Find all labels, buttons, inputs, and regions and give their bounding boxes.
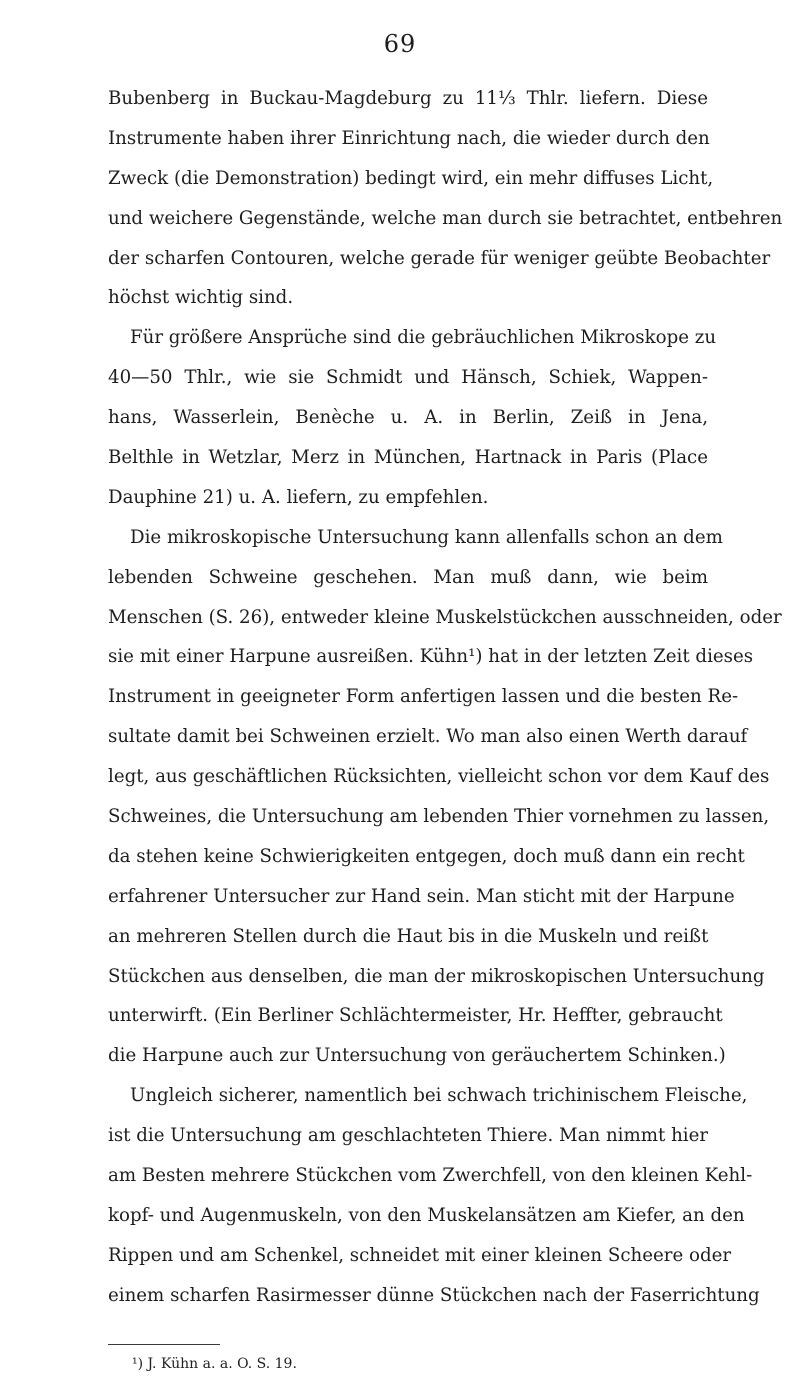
text-line: die Harpune auch zur Untersuchung von geräuchertem Schinken.): [108, 1045, 726, 1067]
text-line: sie mit einer Harpune ausreißen. Kühn¹) hat in der letzten Zeit dieses: [108, 646, 754, 668]
footnote: ¹) J. Kühn a. a. O. S. 19.: [132, 1356, 297, 1372]
text-line: Instrument in geeigneter Form anfertigen lassen und die besten Re-: [108, 686, 739, 708]
text-line: lebenden Schweine geschehen. Man muß dann, wie beim: [108, 566, 708, 588]
body-text: [108, 79, 783, 1316]
text-line: Rippen und am Schenkel, schneidet mit einer kleinen Scheere oder: [108, 1244, 732, 1266]
text-line: 40—50 Thlr., wie sie Schmidt und Hänsch, Schiek, Wappen-: [108, 367, 708, 389]
text-line: Instrumente haben ihrer Einrichtung nach, die wieder durch den: [108, 127, 710, 149]
paragraph-start-line: Für größere Ansprüche sind die gebräuchlichen Mikroskope zu: [130, 327, 717, 349]
text-line: Belthle in Wetzlar, Merz in München, Hartnack in Paris (Place: [108, 447, 708, 469]
text-line: der scharfen Contouren, welche gerade für weniger geübte Beobachter: [108, 247, 771, 269]
text-line: sultate damit bei Schweinen erzielt. Wo man also einen Werth darauf: [108, 726, 748, 748]
text-line: höchst wichtig sind.: [108, 287, 294, 309]
text-line: Stückchen aus denselben, die man der mikroskopischen Untersuchung: [108, 965, 765, 987]
text-line: Zweck (die Demonstration) bedingt wird, ein mehr diffuses Licht,: [108, 167, 714, 189]
text-line: Menschen (S. 26), entweder kleine Muskelstückchen ausschneiden, oder: [108, 606, 782, 628]
paragraph-start-line: Ungleich sicherer, namentlich bei schwach trichinischem Fleische,: [130, 1085, 748, 1107]
page-number: 69: [383, 30, 417, 58]
text-line: kopf- und Augenmuskeln, von den Muskelansätzen am Kiefer, an den: [108, 1204, 745, 1226]
text-line: an mehreren Stellen durch die Haut bis in die Muskeln und reißt: [108, 925, 709, 947]
text-line: da stehen keine Schwierigkeiten entgegen, doch muß dann ein recht: [108, 845, 745, 867]
text-line: unterwirft. (Ein Berliner Schlächtermeister, Hr. Heffter, gebraucht: [108, 1005, 723, 1027]
text-line: erfahrener Untersucher zur Hand sein. Man sticht mit der Harpune: [108, 885, 735, 907]
text-line: hans, Wasserlein, Benèche u. A. in Berlin, Zeiß in Jena,: [108, 407, 708, 429]
text-line: legt, aus geschäftlichen Rücksichten, vielleicht schon vor dem Kauf des: [108, 766, 770, 788]
text-line: Bubenberg in Buckau-Magdeburg zu 11⅓ Thlr. liefern. Diese: [108, 88, 708, 109]
footnote-divider: [108, 1344, 220, 1345]
text-line: ist die Untersuchung am geschlachteten Thiere. Man nimmt hier: [108, 1125, 709, 1147]
text-line: und weichere Gegenstände, welche man durch sie betrachtet, entbehren: [108, 207, 783, 229]
paragraph-start-line: Die mikroskopische Untersuchung kann allenfalls schon an dem: [130, 526, 723, 548]
text-line: Schweines, die Untersuchung am lebenden Thier vornehmen zu lassen,: [108, 806, 770, 828]
text-line: Dauphine 21) u. A. liefern, zu empfehlen.: [108, 486, 489, 508]
text-line: einem scharfen Rasirmesser dünne Stückchen nach der Faserrichtung: [108, 1284, 760, 1306]
text-line: am Besten mehrere Stückchen vom Zwerchfell, von den kleinen Kehl-: [108, 1165, 753, 1187]
